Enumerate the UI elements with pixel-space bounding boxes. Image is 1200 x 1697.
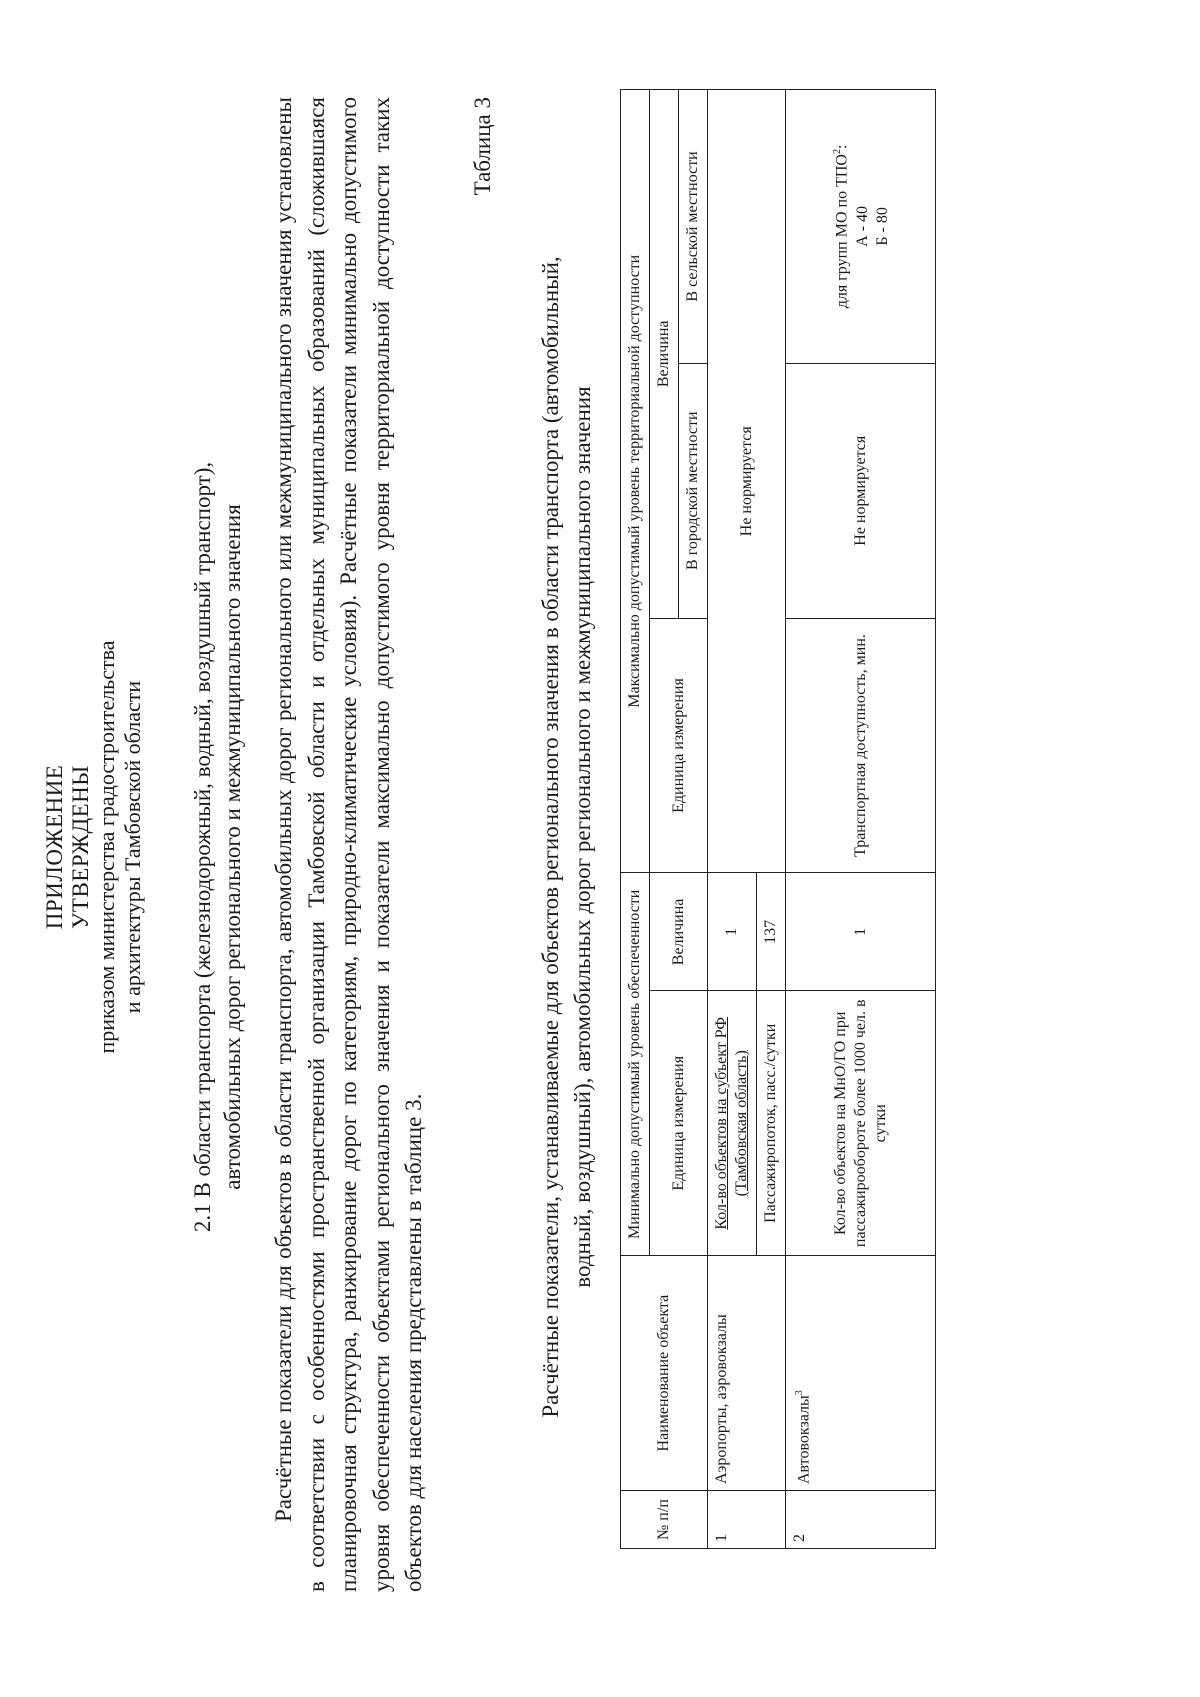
row2-name-footnote: 3 xyxy=(794,1390,805,1396)
row1-num: 1 xyxy=(708,1491,786,1549)
table-title-line-1: Расчётные показатели, устанавливаемые для объектов регионального значения в области транспорта (автомобильный, xyxy=(538,256,563,1418)
row2-max-urban: Не нормируется xyxy=(786,363,936,618)
approval-line-2: и архитектуры Тамбовской области xyxy=(120,680,145,1014)
indicators-table xyxy=(620,89,936,1549)
row2-rural-footnote: 2 xyxy=(832,149,844,155)
section-heading-line-1: 2.1 В области транспорта (железнодорожный, водный, воздушный транспорт), xyxy=(190,461,215,1233)
row2-num: 2 xyxy=(786,1491,936,1549)
header-num: № п/п xyxy=(621,1491,708,1549)
header-max-group: Максимально допустимый уровень территориальной доступности xyxy=(621,90,650,873)
appendix-label: ПРИЛОЖЕНИЕ xyxy=(42,764,67,930)
row1-value2: 137 xyxy=(757,873,786,991)
row2-name-text: Автовокзалы xyxy=(795,1395,813,1485)
row2-max-unit: Транспортная доступность, мин. xyxy=(786,618,936,873)
row1-unit1: Кол-во объектов на субъект РФ (Тамбовская область) xyxy=(708,991,757,1256)
row2-max-rural xyxy=(786,90,936,364)
header-min-unit: Единица измерения xyxy=(650,991,708,1256)
approval-line-1: приказом министерства градостроительства xyxy=(94,640,119,1054)
table-caption: Таблица 3 xyxy=(470,97,495,196)
row2-rural-b: Б - 80 xyxy=(873,207,891,246)
row1-value1: 1 xyxy=(708,873,757,991)
header-min-group: Минимально допустимый уровень обеспеченности xyxy=(621,873,650,1256)
row1-unit2: Пассажиропоток, пасс./сутки xyxy=(757,991,786,1256)
header-max-unit: Единица измерения xyxy=(650,618,708,873)
body-paragraph: Расчётные показатели для объектов в области транспорта, автомобильных дорог регионального или межмуниципального значения установлены в соответствии с особенностями пространственной организации Тамбовской области и отдельных муниципальных образований (сложившаяся планировочная структура, ранжирование дорог по категориям, природно-климатические условия). Расчётные показатели минимально допустимого уровня обеспеченности объектами регионального значения и показатели максимально допустимого уровня территориальной доступности таких объектов для населения представлены в таблице 3. xyxy=(271,97,426,1592)
table-row xyxy=(786,90,936,1549)
row2-rural-note: для групп МО по ТПО$^2$: xyxy=(832,144,851,309)
approved-label: УТВЕРЖДЕНЫ xyxy=(68,765,93,929)
row2-unit: Кол-во объектов на МнО/ГО при пассажирообороте более 1000 чел. в сутки xyxy=(786,991,936,1256)
row2-rural-note-text: для групп МО по ТПО xyxy=(833,154,851,309)
document-header xyxy=(42,107,146,1587)
row2-name xyxy=(786,1256,936,1491)
table-title-line-2: водный, воздушный), автомобильных дорог регионального и межмуниципального значения xyxy=(570,386,595,1288)
header-max-urban: В городской местности xyxy=(679,363,708,618)
table-row xyxy=(708,90,757,1549)
header-max-value: Величина xyxy=(650,90,679,619)
section-heading xyxy=(188,107,248,1587)
row2-value: 1 xyxy=(786,873,936,991)
header-min-value: Величина xyxy=(650,873,708,991)
header-max-rural: В сельской местности xyxy=(679,90,708,364)
section-heading-line-2: автомобильных дорог регионального и межмуниципального значения xyxy=(220,504,245,1190)
row1-max: Не нормируется xyxy=(708,90,786,873)
row2-rural-a: А - 40 xyxy=(853,205,871,247)
row1-name: Аэропорты, аэровокзалы xyxy=(708,1256,786,1491)
table-header-row-1 xyxy=(621,90,650,1549)
table-title xyxy=(535,127,599,1547)
header-name: Наименование объекта xyxy=(621,1256,708,1491)
